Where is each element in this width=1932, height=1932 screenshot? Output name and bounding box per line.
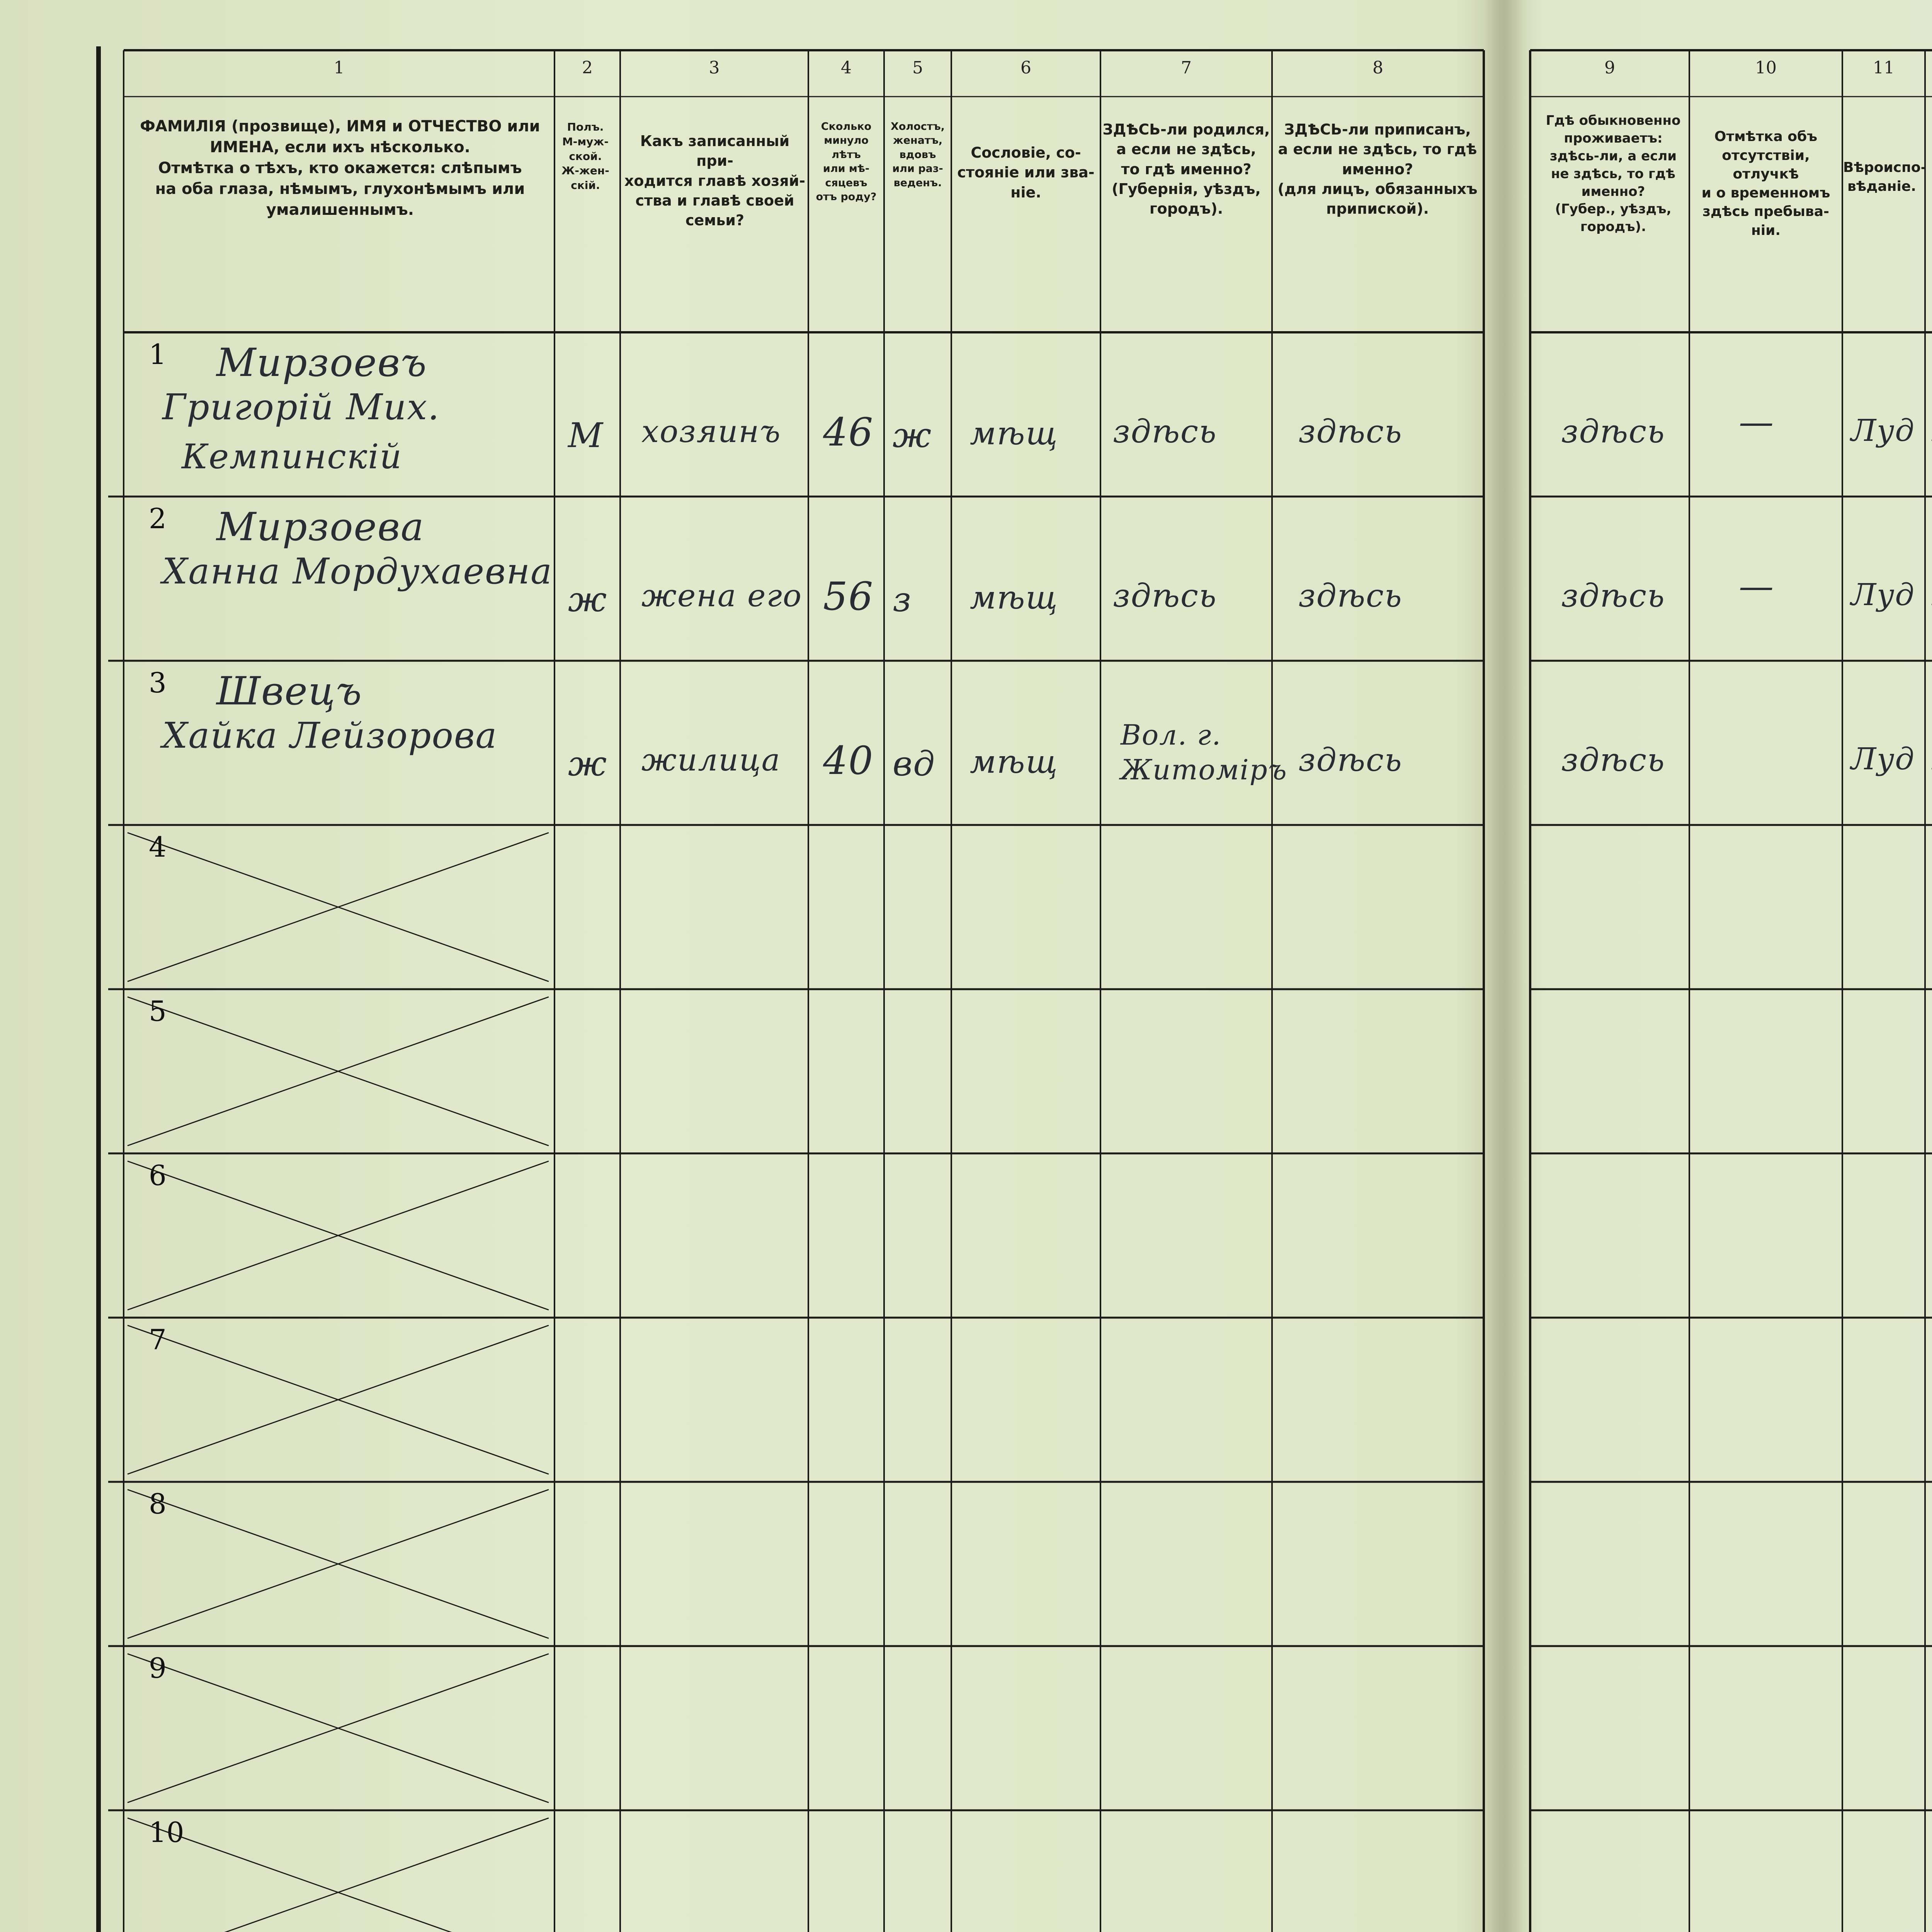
row-number: 2 — [149, 502, 167, 535]
header-language — [1926, 158, 1932, 196]
column-number: 6 — [1020, 58, 1031, 78]
row-number: 7 — [149, 1323, 167, 1356]
column-number: 9 — [1604, 58, 1615, 78]
header-birthplace: ЗДѢСЬ-ли родился, а если не здѣсь, то гдѣ именно? (Губернія, уѣздъ, городъ). — [1102, 121, 1270, 218]
row-number: 1 — [149, 338, 167, 371]
relation-value: хозяинъ — [641, 413, 781, 449]
given-name: Хайка Лейзорова — [162, 715, 498, 756]
marital-value: вд — [893, 744, 935, 784]
absence-value: — — [1739, 566, 1774, 607]
row-number: 3 — [149, 667, 167, 699]
column-number: 4 — [841, 58, 852, 78]
column-number: 11 — [1873, 58, 1895, 78]
surname: Швецъ — [216, 668, 362, 714]
estate-value: мѣщ — [970, 580, 1058, 616]
religion-value: Луд — [1851, 578, 1915, 612]
age-value: 40 — [823, 738, 874, 783]
header-absence: Отмѣтка объ отсутствіи, отлучкѣ и о временномъ здѣсь пребыва- ніи. — [1701, 129, 1830, 238]
patronymic: Кемпинскій — [182, 437, 403, 476]
residence-value: здѣсь — [1561, 742, 1665, 779]
column-number: 7 — [1181, 58, 1192, 78]
religion-value: Луд — [1851, 413, 1915, 448]
cross-stroke — [128, 1818, 549, 1932]
row-number: 4 — [149, 831, 167, 863]
residence-value: здѣсь — [1561, 578, 1665, 614]
marital-value: з — [893, 580, 912, 619]
header-resides: Гдѣ обыкновенно проживаетъ: здѣсь-ли, а если не здѣсь, то гдѣ именно? (Губер., уѣздъ, городъ). — [1546, 113, 1681, 235]
given-name: Григорій Мих. — [162, 386, 440, 428]
column-number: 1 — [333, 58, 345, 78]
religion-value: Луд — [1851, 742, 1915, 777]
header-estate: Сословіе, со- стояніе или зва- ніе. — [957, 144, 1095, 201]
row-number: 5 — [149, 995, 167, 1027]
estate-value: мѣщ — [970, 415, 1058, 452]
registered-value: здѣсь — [1298, 578, 1403, 614]
age-value: 46 — [823, 410, 874, 455]
header-religion: Вѣроиспо- вѣданіе. — [1843, 160, 1927, 194]
header-registered: ЗДѢСЬ-ли приписанъ, а если не здѣсь, то гдѣ именно? (для лицъ, обязанныхъ припиской). — [1277, 121, 1478, 218]
header-age: Сколько минуло лѣтъ или мѣ- сяцевъ отъ роду? — [816, 121, 877, 203]
sex-value: М — [568, 415, 604, 455]
birthplace-value: здѣсь — [1113, 578, 1217, 614]
cross-stroke — [128, 1818, 549, 1932]
header-name: ФАМИЛІЯ (прозвище), ИМЯ и ОТЧЕСТВО или ИМЕНА, если ихъ нѣсколько. Отмѣтка о тѣхъ, кто окажется: слѣпымъ на оба глаза, нѣмымъ, глухонѣмымъ или умалишеннымъ. — [140, 117, 540, 219]
column-number: 8 — [1372, 58, 1383, 78]
marital-value: ж — [893, 415, 932, 455]
header-sex: Полъ. М-муж- ской. Ж-жен- скій. — [561, 121, 609, 192]
birthplace-value: Вол. г. — [1121, 719, 1222, 751]
header-marital: Холостъ, женатъ, вдовъ или раз- веденъ. — [891, 121, 945, 189]
column-number: 5 — [912, 58, 923, 78]
header-relation: Какъ записанный при- ходится главѣ хозяй- ства и главѣ своей семьи? — [624, 133, 806, 229]
residence-value: здѣсь — [1561, 413, 1665, 450]
row-number: 6 — [149, 1159, 167, 1192]
row-number: 9 — [149, 1652, 167, 1684]
absence-value: — — [1739, 402, 1774, 442]
given-name: Ханна Мордухаевна — [162, 551, 553, 592]
relation-value: жена его — [641, 578, 803, 614]
column-number: 10 — [1755, 58, 1777, 78]
registered-value: здѣсь — [1298, 413, 1403, 450]
birthplace-value: Житоміръ — [1121, 753, 1287, 786]
row-number: 10 — [149, 1816, 184, 1849]
birthplace-value: здѣсь — [1113, 413, 1217, 450]
surname: Мирзоевъ — [216, 340, 427, 385]
sex-value: ж — [568, 744, 608, 784]
estate-value: мѣщ — [970, 744, 1058, 781]
column-number: 2 — [582, 58, 593, 78]
row-number: 8 — [149, 1488, 167, 1520]
sex-value: ж — [568, 580, 608, 619]
surname: Мирзоева — [216, 504, 425, 549]
age-value: 56 — [823, 574, 874, 619]
registered-value: здѣсь — [1298, 742, 1403, 779]
column-number: 3 — [709, 58, 720, 78]
relation-value: жилица — [641, 742, 781, 778]
